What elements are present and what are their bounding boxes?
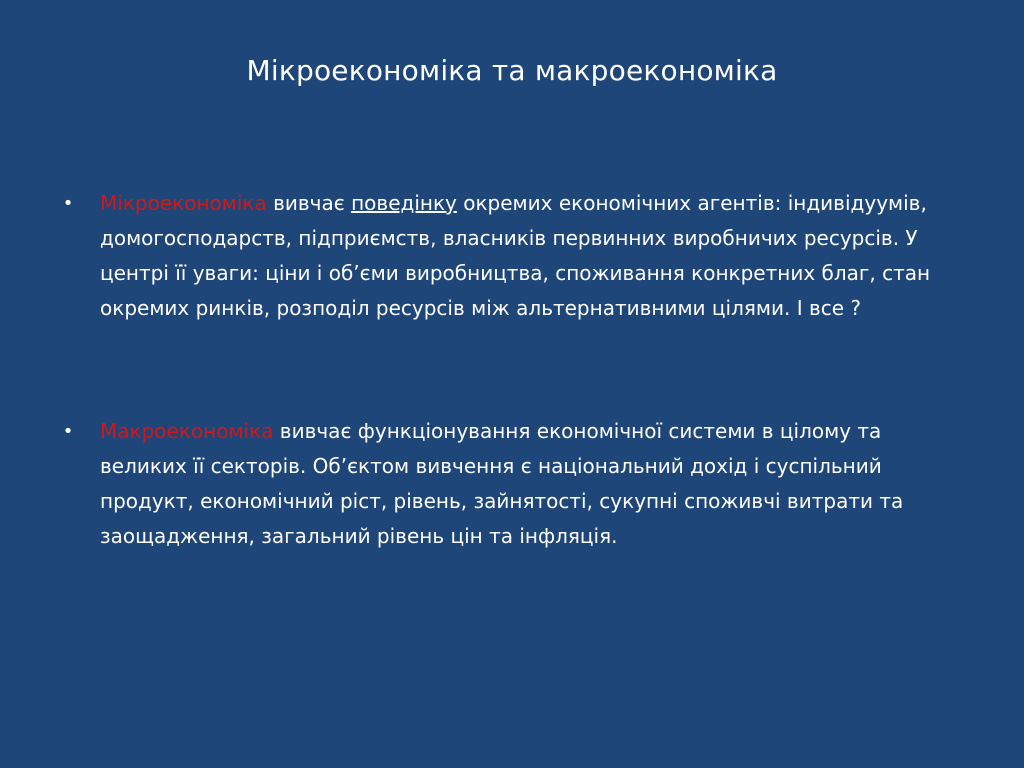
term-microeconomics: Мікроекономіка — [100, 191, 267, 215]
bullet-text: вивчає функціонування економічної системи в цілому та великих її секторів. Об’єктом вивчення є національний дохід і суспільний продукт, економічний ріст, рівень, зайнятості, сукупні споживчі витрати та заощадження, загальний рівень цін та інфляція. — [100, 419, 904, 548]
bullet-icon: • — [62, 193, 74, 214]
bullet-icon: • — [62, 421, 74, 442]
bullet-macroeconomics — [58, 414, 958, 554]
bullet-microeconomics — [58, 186, 958, 326]
underlined-word: поведінку — [351, 191, 457, 215]
bullet-list — [58, 186, 958, 554]
slide-title: Мікроекономіка та макроекономіка — [246, 54, 778, 87]
bullet-text: окремих економічних агентів: індивідуумів, домогосподарств, підприємств, власників первинних виробничих ресурсів. У центрі її уваги: ціни і об’єми виробництва, споживання конкретних благ, стан окремих ринків, розподіл ресурсів між альтернативними цілями. І все ? — [100, 191, 931, 320]
term-macroeconomics: Макроекономіка — [100, 419, 274, 443]
bullet-text: вивчає — [266, 191, 352, 215]
